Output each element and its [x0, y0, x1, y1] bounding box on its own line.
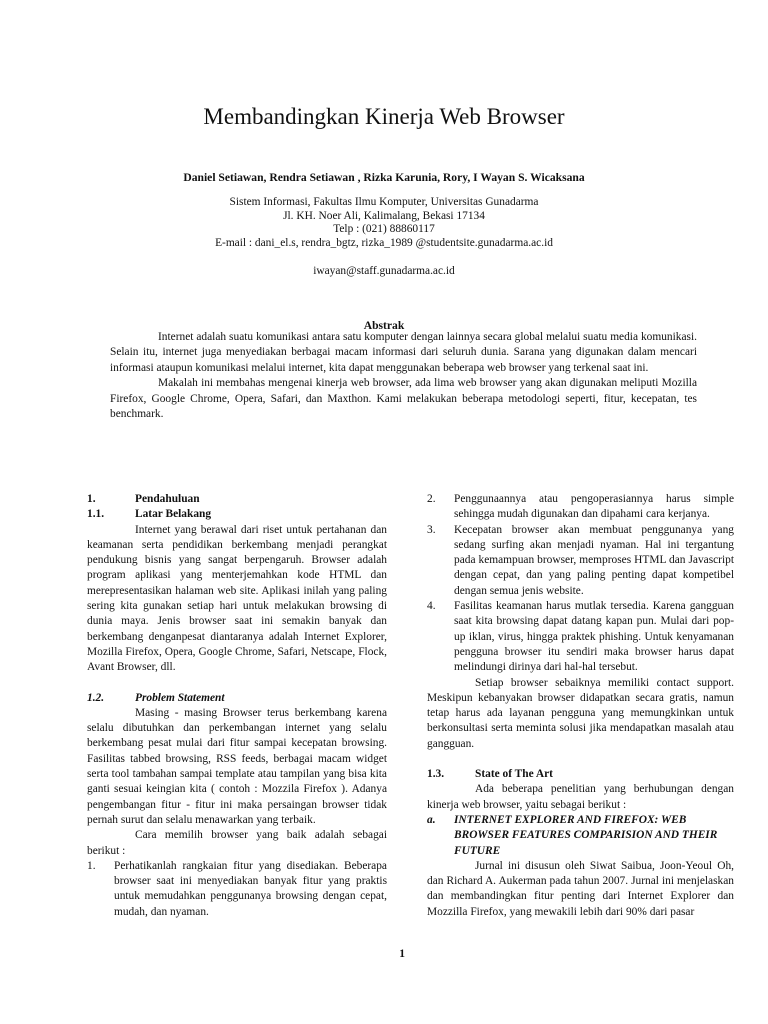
body-paragraph: Ada beberapa penelitian yang berhubungan dengan kinerja web browser, yaitu sebagai berikut :	[427, 783, 734, 811]
body-paragraph: Cara memilih browser yang baik adalah sebagai berikut :	[87, 829, 387, 857]
email-line: E-mail : dani_el.s, rendra_bgtz, rizka_1989 @studentsite.gunadarma.ac.id	[215, 237, 553, 249]
subsection-heading	[87, 507, 387, 522]
subsection-number: 1.1.	[87, 508, 105, 521]
subsection-title: State of The Art	[475, 768, 553, 781]
list-item	[87, 859, 387, 920]
list-text: Fasilitas keamanan harus mutlak tersedia. Karena gangguan saat kita browsing dapat datang kapan pun. Mulai dari pop-up iklan, virus, hingga praktek phishing. Untuk kenyamanan pengguna browser itu sendiri maka browser harus dapat melindungi dirinya dari hal-hal tersebut.	[454, 600, 734, 674]
subsection-title: Latar Belakang	[135, 508, 212, 521]
list-text: Penggunaannya atau pengoperasiannya harus simple sehingga mudah digunakan dan dipahami cara kerjanya.	[454, 493, 734, 521]
phone-line: Telp : (021) 88860117	[333, 223, 435, 235]
list-number: 1.	[87, 859, 96, 872]
subsection-number: 1.3.	[427, 768, 445, 781]
left-column	[87, 492, 387, 920]
subsection-heading	[427, 767, 734, 782]
list-item	[427, 492, 734, 523]
subsection-number: 1.2.	[87, 691, 105, 704]
list-number: 3.	[427, 523, 436, 536]
abstract-paragraph-1: Internet adalah suatu komunikasi antara satu komputer dengan lainnya secara global melalui suatu media komunikasi. Selain itu, internet juga menyediakan berbagai macam informasi dari seluruh dunia. Sarana yang digunakan dalam mencari informasi ataupun komunikasi melalui internet, kita dapat menggunakan beberapa web browser yang terkenal saat ini.	[110, 331, 697, 374]
right-column	[427, 492, 734, 920]
subsection-title: Problem Statement	[135, 691, 225, 704]
list-item	[427, 599, 734, 675]
list-number: 2.	[427, 493, 436, 505]
body-paragraph: Masing - masing Browser terus berkembang karena selalu dibutuhkan dan perkembangan internet yang selalu berkembang pesat mulai dari fitur sampai kecepatan browsing. Fasilitas tabbed browsing, RSS feeds, berbagai macam widget serta tool tambahan sampai template atau tampilan yang bisa kita ganti sesuai keingian kita ( contoh : Mozzila Firefox ). Adanya pengembangan fitur - fitur ini maka persaingan browser tidak pernah surut dan selalu menawarkan yang terbaik.	[87, 706, 387, 826]
address-line: Jl. KH. Noer Ali, Kalimalang, Bekasi 17134	[283, 210, 485, 222]
body-paragraph: Jurnal ini disusun oleh Siwat Saibua, Joon-Yeoul Oh, dan Richard A. Aukerman pada tahun 2007. Jurnal ini menjelaskan dan membandingkan fitur penting dari Internet Explorer dan Mozzilla Firefox, yang mewakili lebih dari 90% dari pasar	[427, 859, 734, 918]
abstract-heading: Abstrak	[363, 319, 405, 332]
list-text: Kecepatan browser akan membuat penggunanya yang sedang surfing akan menjadi nyaman. Hal ini tergantung pada kemampuan browser, memproses HTML dan Javascript dengan cepat, dan yang paling penting dapat kompetibel dengan semua jenis website.	[454, 523, 734, 597]
list-number: 4.	[427, 600, 436, 613]
body-paragraph: Internet yang berawal dari riset untuk pertahanan dan keamanan serta pendidikan berkembang menjadi perangkat pendukung bisnis yang sangat berpengaruh. Browser adalah program aplikasi yang menterjemahkan kode HTML dan merepresentasikan halaman web site. Aplikasi inilah yang paling sering kita gunakan setiap hari untuk melakukan browsing di dunia maya. Jenis browser saat ini semakin banyak dan berkembang denganpesat diantaranya adalah Internet Explorer, Mozilla Firefox, Opera, Google Chrome, Safari, Netscape, Flock, Avant Browser, dll.	[87, 523, 387, 674]
email-line-2: iwayan@staff.gunadarma.ac.id	[313, 265, 455, 277]
reference-letter: a.	[427, 813, 436, 826]
reference-heading	[427, 813, 734, 859]
reference-title: INTERNET EXPLORER AND FIREFOX: WEB BROWSER FEATURES COMPARISION AND THEIR FUTURE	[454, 813, 718, 857]
affiliation-line: Sistem Informasi, Fakultas Ilmu Komputer, Universitas Gunadarma	[229, 196, 539, 208]
abstract-body	[110, 330, 697, 422]
abstract-paragraph-2: Makalah ini membahas mengenai kinerja web browser, ada lima web browser yang akan digunakan meliputi Mozilla Firefox, Google Chrome, Opera, Safari, dan Maxthon. Kami melakukan beberapa metodologi seperti, fitur, kecepatan, tes benchmark.	[110, 377, 697, 421]
section-title: Pendahuluan	[135, 493, 200, 505]
section-heading	[87, 492, 387, 507]
paper-title: Membandingkan Kinerja Web Browser	[203, 104, 565, 129]
body-paragraph: Setiap browser sebaiknya memiliki contact support. Meskipun kebanyakan browser didapatkan secara gratis, namun tetap harus ada layanan pengguna yang memungkinkan untuk berkonsultasi serta meminta solusi jika mendapatkan masalah atau gangguan.	[427, 676, 734, 750]
author-list: Daniel Setiawan, Rendra Setiawan , Rizka Karunia, Rory, I Wayan S. Wicaksana	[183, 171, 585, 184]
subsection-heading	[87, 691, 387, 706]
list-item	[427, 523, 734, 599]
section-number: 1.	[87, 493, 96, 505]
page-number: 1	[399, 948, 405, 960]
list-text: Perhatikanlah rangkaian fitur yang disediakan. Beberapa browser saat ini menyediakan banyak fitur yang praktis untuk memudahkan penggunanya browsing dengan cepat, mudah, dan nyaman.	[114, 859, 387, 918]
